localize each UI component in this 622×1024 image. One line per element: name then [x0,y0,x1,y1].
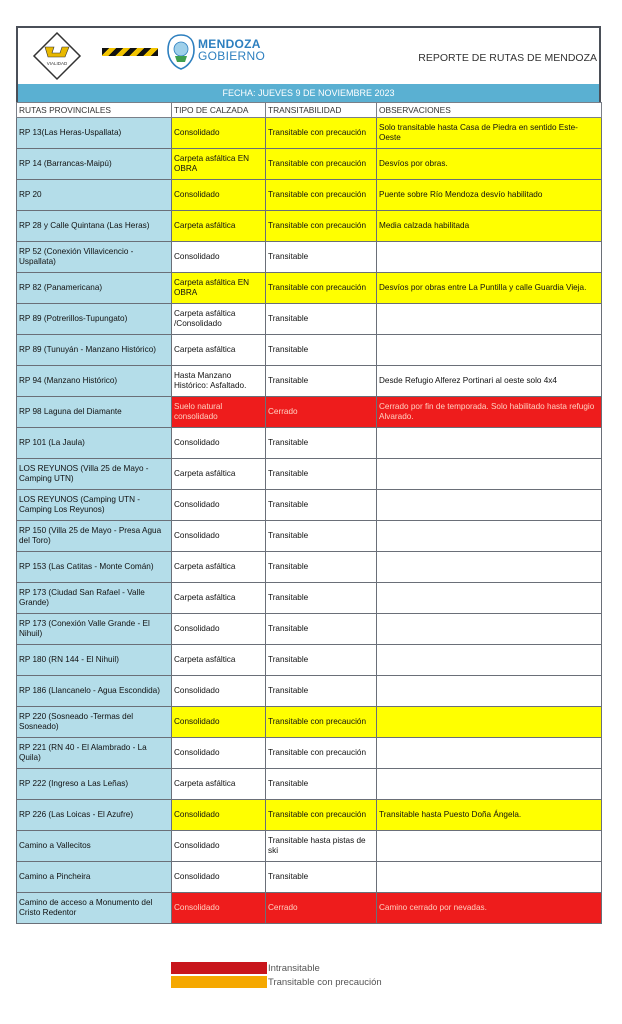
calzada-cell: Consolidado [172,118,266,149]
observaciones-cell [377,242,602,273]
route-name-cell: RP 14 (Barrancas-Maipú) [17,149,172,180]
route-name-cell: Camino a Pincheira [17,862,172,893]
observaciones-cell [377,335,602,366]
calzada-cell: Consolidado [172,242,266,273]
route-name-cell: RP 89 (Tunuyán - Manzano Histórico) [17,335,172,366]
route-name-cell: RP 13(Las Heras-Uspallata) [17,118,172,149]
observaciones-cell [377,490,602,521]
table-row [17,304,602,335]
transitabilidad-cell: Transitable [266,862,377,893]
table-row [17,862,602,893]
route-name-cell: RP 82 (Panamericana) [17,273,172,304]
report-header [16,26,601,84]
table-row [17,676,602,707]
route-name-cell: RP 101 (La Jaula) [17,428,172,459]
observaciones-cell [377,521,602,552]
transitabilidad-cell: Transitable [266,304,377,335]
calzada-cell: Consolidado [172,490,266,521]
transitabilidad-cell: Transitable con precaución [266,180,377,211]
route-name-cell: RP 94 (Manzano Histórico) [17,366,172,397]
route-name-cell: RP 89 (Potrerillos-Tupungato) [17,304,172,335]
table-row [17,707,602,738]
col-header-calzada: TIPO DE CALZADA [172,103,266,118]
observaciones-cell [377,552,602,583]
legend-label: Transitable con precaución [268,976,382,988]
observaciones-cell: Desde Refugio Alferez Portinari al oeste solo 4x4 [377,366,602,397]
observaciones-cell: Desvíos por obras entre La Puntilla y calle Guardia Vieja. [377,273,602,304]
calzada-cell: Carpeta asfáltica EN OBRA [172,273,266,304]
observaciones-cell: Puente sobre Río Mendoza desvío habilitado [377,180,602,211]
route-name-cell: RP 20 [17,180,172,211]
calzada-cell: Consolidado [172,180,266,211]
observaciones-cell [377,676,602,707]
calzada-cell: Carpeta asfáltica EN OBRA [172,149,266,180]
calzada-cell: Carpeta asfáltica [172,645,266,676]
report-title: REPORTE DE RUTAS DE MENDOZA [418,52,597,64]
table-row [17,769,602,800]
transitabilidad-cell: Transitable con precaución [266,211,377,242]
route-name-cell: RP 173 (Conexión Valle Grande - El Nihuil) [17,614,172,645]
route-name-cell: RP 150 (Villa 25 de Mayo - Presa Agua del Toro) [17,521,172,552]
table-row [17,428,602,459]
mendoza-wordmark-line1: MENDOZA [198,37,261,51]
table-row [17,335,602,366]
route-name-cell: RP 28 y Calle Quintana (Las Heras) [17,211,172,242]
transitabilidad-cell: Transitable [266,676,377,707]
table-row [17,366,602,397]
transitabilidad-cell: Transitable [266,645,377,676]
table-row [17,273,602,304]
route-name-cell: RP 180 (RN 144 - El Nihuil) [17,645,172,676]
transitabilidad-cell: Transitable [266,428,377,459]
transitabilidad-cell: Transitable [266,366,377,397]
route-name-cell: LOS REYUNOS (Villa 25 de Mayo - Camping UTN) [17,459,172,490]
transitabilidad-cell: Transitable hasta pistas de ski [266,831,377,862]
observaciones-cell [377,645,602,676]
observaciones-cell [377,862,602,893]
calzada-cell: Consolidado [172,707,266,738]
calzada-cell: Carpeta asfáltica [172,211,266,242]
route-name-cell: RP 221 (RN 40 - El Alambrado - La Quila) [17,738,172,769]
calzada-cell: Carpeta asfáltica [172,769,266,800]
calzada-cell: Consolidado [172,614,266,645]
transitabilidad-cell: Transitable con precaución [266,149,377,180]
transitabilidad-cell: Transitable con precaución [266,707,377,738]
transitabilidad-cell: Transitable con precaución [266,738,377,769]
col-header-route: RUTAS PROVINCIALES [17,103,172,118]
table-row [17,738,602,769]
table-row [17,645,602,676]
route-name-cell: RP 98 Laguna del Diamante [17,397,172,428]
transitabilidad-cell: Transitable [266,769,377,800]
route-name-cell: RP 220 (Sosneado -Termas del Sosneado) [17,707,172,738]
calzada-cell: Consolidado [172,800,266,831]
observaciones-cell [377,707,602,738]
calzada-cell: Carpeta asfáltica [172,459,266,490]
transitabilidad-cell: Transitable [266,614,377,645]
mendoza-wordmark [198,38,265,62]
table-row [17,459,602,490]
observaciones-cell [377,831,602,862]
calzada-cell: Consolidado [172,893,266,924]
observaciones-cell: Media calzada habilitada [377,211,602,242]
transitabilidad-cell: Transitable con precaución [266,273,377,304]
observaciones-cell [377,459,602,490]
table-row [17,831,602,862]
route-name-cell: RP 52 (Conexión Villavicencio - Uspallata) [17,242,172,273]
route-name-cell: LOS REYUNOS (Camping UTN - Camping Los Reyunos) [17,490,172,521]
routes-table [16,102,602,924]
calzada-cell: Consolidado [172,428,266,459]
transitabilidad-cell: Transitable [266,490,377,521]
table-row [17,893,602,924]
table-row [17,490,602,521]
table-row [17,118,602,149]
route-name-cell: RP 173 (Ciudad San Rafael - Valle Grande) [17,583,172,614]
mendoza-shield-logo [166,34,196,70]
calzada-cell: Consolidado [172,676,266,707]
col-header-transitabilidad: TRANSITABILIDAD [266,103,377,118]
calzada-cell: Consolidado [172,831,266,862]
observaciones-cell: Transitable hasta Puesto Doña Ángela. [377,800,602,831]
legend-item-intransitable [171,961,382,975]
observaciones-cell [377,738,602,769]
mendoza-wordmark-line2: GOBIERNO [198,49,266,63]
col-header-observaciones: OBSERVACIONES [377,103,602,118]
transitabilidad-cell: Cerrado [266,893,377,924]
calzada-cell: Carpeta asfáltica [172,583,266,614]
table-row [17,552,602,583]
table-header-row [17,103,602,118]
observaciones-cell [377,428,602,459]
route-name-cell: RP 226 (Las Loicas - El Azufre) [17,800,172,831]
transitabilidad-cell: Transitable con precaución [266,800,377,831]
observaciones-cell: Camino cerrado por nevadas. [377,893,602,924]
vialidad-logo [32,31,82,81]
transitabilidad-cell: Cerrado [266,397,377,428]
observaciones-cell [377,769,602,800]
route-name-cell: Camino de acceso a Monumento del Cristo Redentor [17,893,172,924]
table-row [17,521,602,552]
observaciones-cell: Solo transitable hasta Casa de Piedra en sentido Este-Oeste [377,118,602,149]
table-body [17,118,602,924]
route-name-cell: RP 186 (Llancanelo - Agua Escondida) [17,676,172,707]
legend-item-precaucion [171,975,382,989]
calzada-cell: Hasta Manzano Histórico: Asfaltado. [172,366,266,397]
table-row [17,149,602,180]
table-row [17,242,602,273]
route-name-cell: RP 153 (Las Catitas - Monte Comán) [17,552,172,583]
route-name-cell: RP 222 (Ingreso a Las Leñas) [17,769,172,800]
calzada-cell: Suelo natural consolidado [172,397,266,428]
legend [171,961,382,989]
table-row [17,800,602,831]
table-row [17,180,602,211]
table-row [17,211,602,242]
hazard-stripe [102,48,158,56]
legend-label: Intransitable [268,962,320,974]
transitabilidad-cell: Transitable [266,335,377,366]
transitabilidad-cell: Transitable [266,521,377,552]
calzada-cell: Consolidado [172,521,266,552]
observaciones-cell [377,304,602,335]
vialidad-logo-text: VIALIDAD [46,61,68,66]
table-row [17,614,602,645]
table-row [17,397,602,428]
route-name-cell: Camino a Vallecitos [17,831,172,862]
transitabilidad-cell: Transitable [266,583,377,614]
report-sheet [16,26,601,924]
observaciones-cell [377,614,602,645]
date-bar: FECHA: JUEVES 9 DE NOVIEMBRE 2023 [16,84,601,102]
legend-swatch-red [171,962,267,974]
transitabilidad-cell: Transitable [266,459,377,490]
transitabilidad-cell: Transitable [266,242,377,273]
calzada-cell: Carpeta asfáltica [172,335,266,366]
calzada-cell: Consolidado [172,862,266,893]
legend-swatch-orange [171,976,267,988]
calzada-cell: Carpeta asfáltica [172,552,266,583]
calzada-cell: Consolidado [172,738,266,769]
calzada-cell: Carpeta asfáltica /Consolidado [172,304,266,335]
transitabilidad-cell: Transitable con precaución [266,118,377,149]
table-row [17,583,602,614]
observaciones-cell [377,583,602,614]
observaciones-cell: Desvíos por obras. [377,149,602,180]
observaciones-cell: Cerrado por fin de temporada. Solo habilitado hasta refugio Alvarado. [377,397,602,428]
transitabilidad-cell: Transitable [266,552,377,583]
